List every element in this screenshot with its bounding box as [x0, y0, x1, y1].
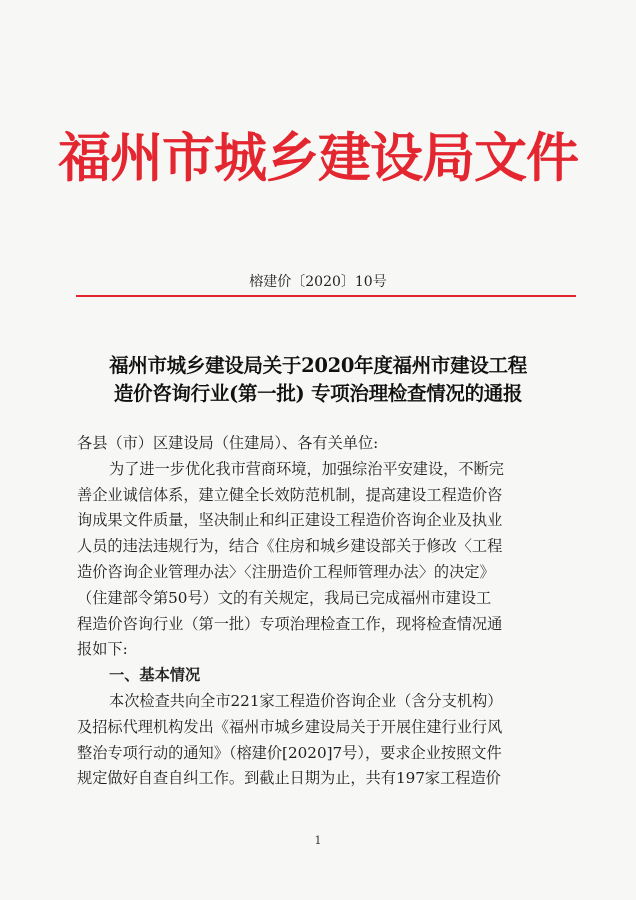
- document-title-line: 福州市城乡建设局关于2020年度福州市建设工程: [109, 354, 527, 377]
- paragraph-line: 报如下:: [77, 640, 128, 659]
- paragraph-line: 造价咨询企业管理办法〉〈注册造价工程师管理办法〉的决定》: [77, 562, 495, 581]
- page-number: 1: [314, 834, 322, 847]
- paragraph-intro: [77, 457, 567, 663]
- red-separator-rule: [76, 295, 576, 297]
- issuer-header-title: 福州市城乡建设局文件: [58, 127, 578, 189]
- document-number: 榕建价〔2020〕10号: [249, 274, 387, 290]
- paragraph-line: 询成果文件质量，坚决制止和纠正建设工程造价咨询企业及执业: [77, 511, 503, 530]
- paragraph-basic-situation: [77, 689, 567, 792]
- paragraph-line: 为了进一步优化我市营商环境，加强综治平安建设，不断完: [109, 459, 504, 478]
- section-heading-basic-situation: 一、基本情况: [109, 666, 201, 685]
- paragraph-line: 程造价咨询行业（第一批）专项治理检查工作，现将检查情况通: [77, 614, 503, 633]
- paragraph-line: 规定做好自查自纠工作。到截止日期为止，共有197家工程造价: [77, 769, 501, 788]
- paragraph-line: 人员的违法违规行为，结合《住房和城乡建设部关于修改〈工程: [77, 537, 503, 556]
- document-title-line: 造价咨询行业(第一批) 专项治理检查情况的通报: [113, 382, 523, 405]
- salutation: 各县（市）区建设局（住建局）、各有关单位:: [77, 434, 379, 452]
- paragraph-line: 及招标代理机构发出《福州市城乡建设局关于开展住建行业行风: [77, 717, 503, 736]
- document-body: [77, 431, 567, 792]
- paragraph-line: 整治专项行动的通知》（榕建价[2020]7号），要求企业按照文件: [77, 743, 502, 762]
- paragraph-line: 本次检查共向全市221家工程造价咨询企业（含分支机构）: [109, 691, 503, 710]
- paragraph-line: 善企业诚信体系，建立健全长效防范机制，提高建设工程造价咨: [77, 485, 503, 504]
- paragraph-line: （住建部令第50号）文的有关规定，我局已完成福州市建设工: [77, 588, 492, 607]
- document-title: [60, 352, 576, 408]
